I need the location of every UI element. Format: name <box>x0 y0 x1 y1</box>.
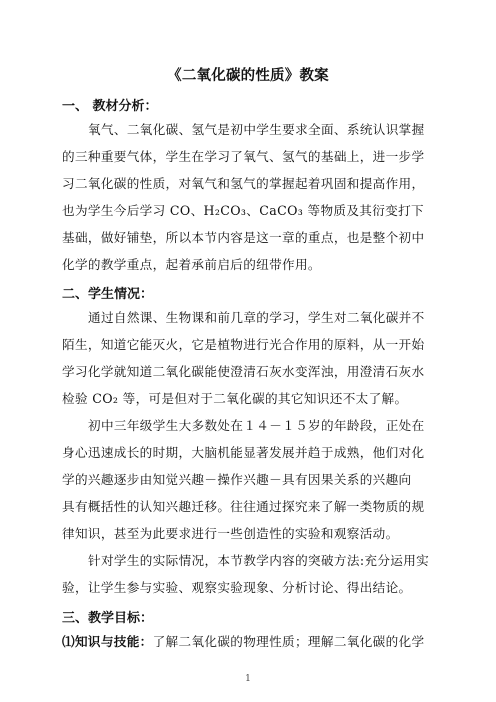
paragraph-line: 律知识，甚至为此要求进行一些创造性的实验和观察活动。 <box>62 526 399 541</box>
document-title: 《二氧化碳的性质》教案 <box>167 68 329 84</box>
paragraph-line: 检验 CO₂ 等，可是但对于二氧化碳的其它知识还不太了解。 <box>62 391 408 406</box>
objective-line <box>62 634 435 650</box>
section-heading-1: 一、 教材分析： <box>62 99 158 114</box>
paragraph-line: 也为学生今后学习 CO、H₂CO₃、CaCO₃ 等物质及其衍变打下 <box>62 203 424 218</box>
paragraph-line: 针对学生的实际情况，本节教学内容的突破方法:充分运用实 <box>88 553 430 568</box>
paragraph-line: 陌生，知道它能灭火，它是植物进行光合作用的原料，从一开始 <box>62 337 425 352</box>
section-heading-3: 三、教学目标： <box>62 611 154 626</box>
paragraph-line: 通过自然课、生物课和前几章的学习，学生对二氧化碳并不 <box>88 310 425 325</box>
paragraph-line: 身心迅速成长的时期，大脑机能显著发展并趋于成熟，他们对化 <box>62 445 425 460</box>
paragraph-line: 初中三年级学生大多数处在１４－１５岁的年龄段，正处在 <box>88 418 425 433</box>
paragraph-line: 的三种重要气体，学生在学习了氧气、氢气的基础上，进一步学 <box>62 149 425 164</box>
objective-text: 了解二氧化碳的物理性质；理解二氧化碳的化学 <box>152 634 425 649</box>
paragraph-line: 学的兴趣逐步由知觉兴趣－操作兴趣－具有因果关系的兴趣向 <box>62 472 412 487</box>
paragraph-line: 习二氧化碳的性质，对氧气和氢气的掌握起着巩固和提高作用， <box>62 176 425 191</box>
paragraph-line: 氧气、二氧化碳、氢气是初中学生要求全面、系统认识掌握 <box>88 122 425 137</box>
paragraph-line: 具有概括性的认知兴趣迁移。往往通过探究来了解一类物质的规 <box>62 499 425 514</box>
objective-label: ⑴知识与技能： <box>62 634 153 649</box>
paragraph-line: 化学的教学重点，起着承前启后的纽带作用。 <box>62 257 321 272</box>
paragraph-line: 学习化学就知道二氧化碳能使澄清石灰水变浑浊，用澄清石灰水 <box>62 364 425 379</box>
section-heading-2: 二、学生情况： <box>62 287 154 302</box>
page-number: 1 <box>245 674 251 684</box>
paragraph-line: 验，让学生参与实验、观察实验现象、分析讨论、得出结论。 <box>62 580 412 595</box>
paragraph-line: 基础，做好铺垫，所以本节内容是这一章的重点，也是整个初中 <box>62 230 425 245</box>
